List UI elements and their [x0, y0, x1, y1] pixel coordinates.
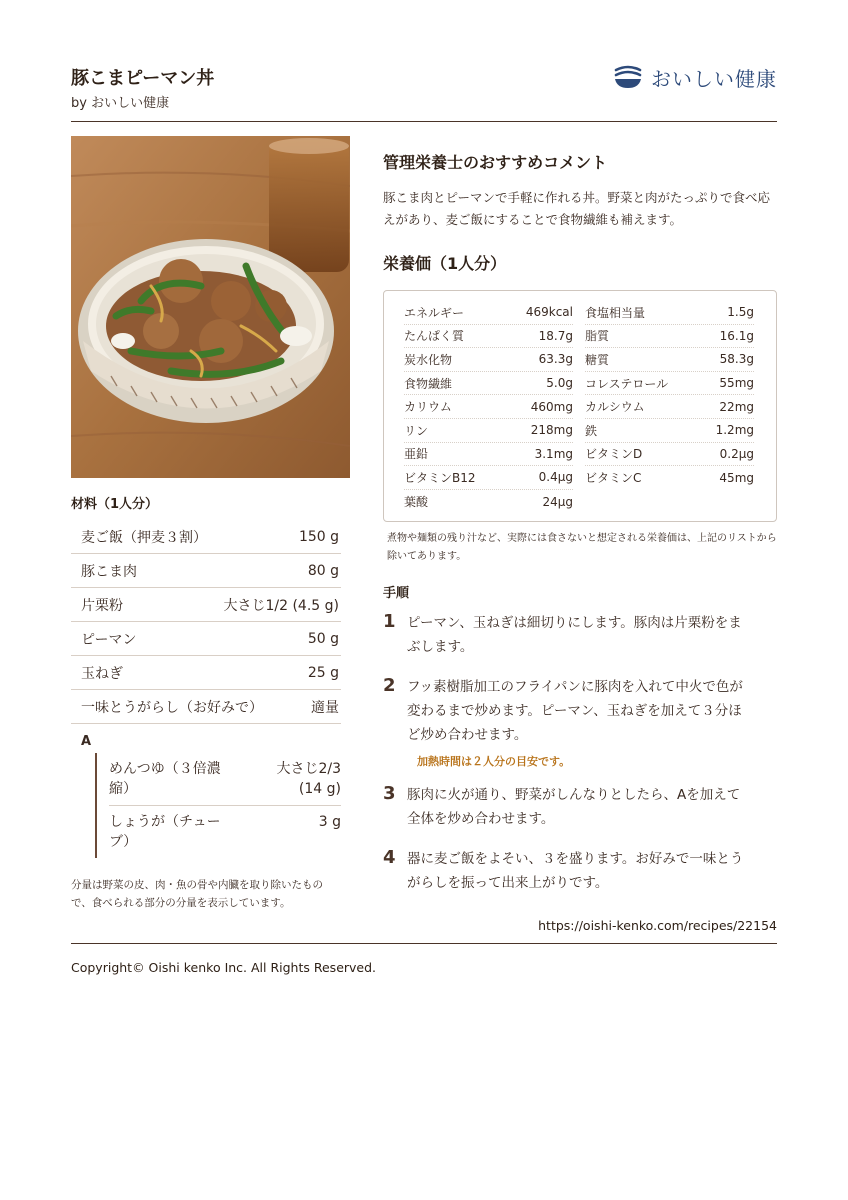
step-text: フッ素樹脂加工のフライパンに豚肉を入れて中火で色が変わるまで炒めます。ピーマン、玉ねぎを加えて３分ほど炒め合わせます。: [407, 679, 743, 744]
ingredient-amount: 150 g: [298, 528, 339, 545]
ingredient-amount: 50 g: [307, 630, 339, 647]
nutrition-row: [585, 443, 754, 467]
ingredient-name: 麦ご飯（押麦３割）: [81, 529, 207, 546]
nutrition-row: [404, 301, 573, 325]
nutrient-name: 食物繊維: [404, 376, 453, 391]
ingredient-row: [71, 656, 341, 690]
nutrition-row: [404, 348, 573, 372]
ingredient-name: 玉ねぎ: [81, 665, 123, 682]
nutrient-value: 218mg: [530, 423, 573, 438]
nutrient-name: コレステロール: [585, 376, 669, 391]
right-column: [383, 150, 777, 895]
nutrition-row: [404, 443, 573, 467]
recipe-photo: [71, 136, 350, 478]
page-header: [71, 62, 777, 122]
nutrient-name: たんぱく質: [404, 329, 465, 344]
nutrition-row: [404, 466, 573, 490]
nutrient-value: 3.1mg: [534, 446, 573, 461]
nutrient-name: ビタミンC: [585, 471, 642, 486]
nutrient-value: 460mg: [530, 399, 573, 414]
comment-heading: 管理栄養士のおすすめコメント: [383, 153, 608, 172]
nutrition-heading: 栄養価（1人分）: [383, 254, 507, 273]
nutrient-name: 鉄: [585, 423, 598, 438]
ingredient-group-label: A: [81, 734, 92, 749]
ingredient-amount: 25 g: [307, 664, 339, 681]
recipe-url-link[interactable]: https://oishi-kenko.com/recipes/22154: [538, 918, 777, 933]
step-note: 加熱時間は２人分の目安です。: [417, 755, 571, 769]
nutrient-name: 炭水化物: [404, 352, 453, 367]
step-item: [383, 847, 777, 895]
nutrient-value: 469kcal: [525, 305, 573, 320]
nutrient-name: 葉酸: [404, 495, 429, 510]
recipe-title: 豚こまピーマン丼: [71, 68, 215, 89]
nutrition-column-left: [404, 301, 573, 513]
ingredients-heading: 材料（1人分）: [71, 497, 159, 512]
nutrition-row: [404, 325, 573, 349]
ingredients-section: [71, 493, 341, 912]
ingredient-row: [71, 588, 341, 622]
nutrition-note: 煮物や麺類の残り汁など、実際には食さないと想定される栄養価は、上記のリストから除いてあります。: [387, 533, 777, 563]
nutrient-value: 16.1g: [719, 328, 754, 343]
ingredient-name: 片栗粉: [81, 597, 123, 614]
step-item: [383, 783, 777, 831]
ingredient-row: [71, 554, 341, 588]
nutrition-row: [585, 395, 754, 419]
nutrient-value: 63.3g: [538, 352, 573, 367]
nutrient-name: 食塩相当量: [585, 305, 646, 320]
nutrition-row: [404, 419, 573, 443]
bowl-logo-icon: [613, 64, 643, 90]
ingredient-amount: 大さじ2/3 (14 g): [276, 761, 341, 797]
nutrient-name: ビタミンD: [585, 447, 643, 462]
steps-heading: 手順: [383, 586, 410, 602]
nutrient-name: リン: [404, 423, 429, 438]
ingredient-amount: 大さじ1/2 (4.5 g): [223, 597, 339, 614]
nutrition-row: [585, 348, 754, 372]
step-item: [383, 611, 777, 659]
brand-logo[interactable]: [613, 62, 777, 92]
nutrition-row: [585, 301, 754, 325]
footer-divider: [71, 943, 777, 944]
nutrient-name: エネルギー: [404, 305, 465, 320]
nutrient-value: 5.0g: [546, 376, 573, 391]
step-text: 器に麦ご飯をよそい、３を盛ります。お好みで一味とうがらしを振って出来上がりです。: [407, 851, 744, 892]
ingredient-amount: 3 g: [318, 814, 341, 830]
nutrient-value: 1.2mg: [715, 423, 754, 438]
nutrient-value: 18.7g: [538, 328, 573, 343]
nutrient-name: 糖質: [585, 352, 610, 367]
ingredient-name: ピーマン: [81, 631, 137, 648]
nutrient-value: 24μg: [542, 494, 573, 509]
group-ingredient-row: [109, 806, 341, 858]
ingredient-row: [71, 690, 341, 724]
group-ingredient-row: [109, 753, 341, 806]
byline: by おいしい健康: [71, 96, 170, 111]
step-number: 2: [383, 675, 396, 697]
nutrition-column-right: [585, 301, 754, 513]
ingredient-row: [71, 622, 341, 656]
nutrient-value: 55mg: [719, 376, 754, 391]
nutrient-value: 22mg: [719, 399, 754, 414]
nutrient-value: 0.4μg: [538, 470, 573, 485]
nutrition-row: [404, 372, 573, 396]
step-number: 3: [383, 783, 396, 805]
comment-text: 豚こま肉とピーマンで手軽に作れる丼。野菜と肉がたっぷりで食べ応えがあり、麦ご飯にすることで食物繊維も補えます。: [383, 190, 771, 227]
ingredient-amount: 80 g: [307, 562, 339, 579]
nutrition-row: [585, 419, 754, 443]
step-item: [383, 675, 777, 747]
step-number: 1: [383, 611, 396, 633]
ingredient-group: [95, 753, 341, 858]
nutrient-value: 0.2μg: [719, 446, 754, 461]
nutrition-table: [383, 290, 777, 522]
ingredient-name: めんつゆ（３倍濃縮）: [109, 761, 221, 797]
step-number: 4: [383, 847, 396, 869]
ingredient-name: 一味とうがらし（お好みで）: [81, 699, 263, 716]
nutrient-value: 58.3g: [719, 352, 754, 367]
step-text: ピーマン、玉ねぎは細切りにします。豚肉は片栗粉をまぶします。: [407, 615, 742, 656]
ingredient-row: [71, 520, 341, 554]
ingredient-amount: 適量: [311, 699, 339, 716]
nutrition-row: [404, 395, 573, 419]
nutrient-name: ビタミンB12: [404, 470, 476, 485]
nutrition-row: [585, 325, 754, 349]
ingredients-note: 分量は野菜の皮、肉・魚の骨や内臓を取り除いたもので、食べられる部分の分量を表示しています。: [71, 879, 323, 909]
nutrient-value: 1.5g: [727, 305, 754, 320]
ingredient-name: しょうが（チューブ）: [109, 814, 221, 850]
nutrient-name: カルシウム: [585, 400, 645, 415]
step-text: 豚肉に火が通り、野菜がしんなりとしたら、Aを加えて全体を炒め合わせます。: [407, 787, 741, 828]
nutrient-name: 亜鉛: [404, 447, 429, 462]
nutrition-row: [585, 466, 754, 490]
nutrient-value: 45mg: [719, 470, 754, 485]
logo-text: おいしい健康: [651, 66, 777, 91]
nutrition-row: [404, 490, 573, 514]
nutrition-row: [585, 372, 754, 396]
ingredient-name: 豚こま肉: [81, 563, 137, 580]
copyright-text: Copyright© Oishi kenko Inc. All Rights Reserved.: [71, 960, 377, 975]
nutrient-name: カリウム: [404, 400, 452, 415]
nutrient-name: 脂質: [585, 329, 610, 344]
